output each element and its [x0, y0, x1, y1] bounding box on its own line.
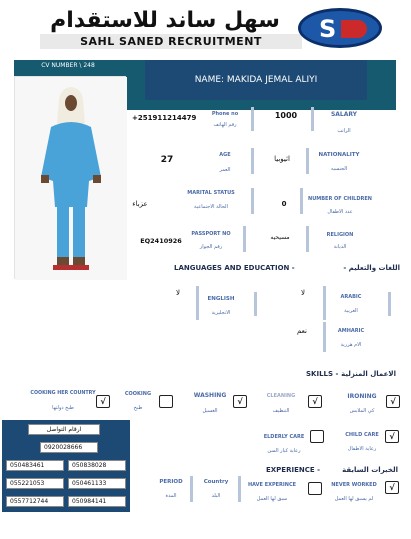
- ironing-label: IRONING: [347, 393, 377, 400]
- salary-label-ar: الراتب: [337, 128, 351, 134]
- header: [0, 0, 411, 58]
- ironing-label-ar: كي الملابس: [349, 408, 375, 414]
- age-value: 27: [160, 155, 174, 165]
- arabic-label-ar: العربية: [344, 308, 358, 314]
- contact-phone[interactable]: 055221053: [6, 478, 64, 489]
- english-value: لا: [176, 289, 180, 297]
- arabic-label: ARABIC: [340, 294, 362, 300]
- contact-title: ارقام التواصل: [28, 424, 100, 435]
- experience-title-ar: الخبرات السابقة: [342, 466, 398, 474]
- divider: [323, 286, 326, 320]
- child-care-label: CHILD CARE: [345, 432, 379, 438]
- phone-value: +251911214479: [132, 114, 197, 122]
- nationality-label-ar: الجنسيه: [330, 166, 348, 172]
- divider: [196, 286, 199, 320]
- languages-title: LANGUAGES AND EDUCATION -: [174, 264, 295, 272]
- contact-phone[interactable]: 0557712744: [6, 496, 64, 507]
- cooking-label: COOKING: [124, 391, 152, 397]
- divider: [190, 476, 193, 502]
- divider: [306, 226, 309, 252]
- candidate-name: NAME: MAKIDA JEMAL ALIYI: [145, 60, 367, 100]
- languages-title-ar: اللغات والتعليم -: [343, 264, 400, 272]
- washing-label: WASHING: [193, 392, 227, 399]
- country-label: Country: [203, 479, 229, 485]
- phone-label-ar: رقم الهاتف: [213, 122, 237, 128]
- cleaning-checkbox[interactable]: √: [308, 395, 322, 408]
- logo-latin-text: SAHL SANED RECRUITMENT: [40, 34, 302, 49]
- amharic-label-ar: الام هررية: [340, 342, 362, 348]
- contact-phone[interactable]: 0920028666: [40, 442, 98, 453]
- salary-value: 1000: [274, 111, 298, 120]
- divider: [238, 476, 241, 502]
- children-label-ar: عدد الاطفال: [327, 209, 353, 215]
- period-label-ar: المدة: [165, 493, 177, 499]
- arabic-value: لا: [301, 289, 305, 297]
- contact-phone[interactable]: 050461133: [68, 478, 126, 489]
- experience-title: EXPERIENCE -: [266, 466, 320, 474]
- elderly-care-label-ar: رعاية كبار السن: [267, 448, 301, 454]
- marital-value: عزباء: [132, 200, 148, 208]
- divider: [323, 322, 326, 352]
- have-experience-label: HAVE EXPERINCE: [247, 482, 297, 488]
- nationality-value: اثيوبيا: [274, 155, 290, 163]
- country-label-ar: البلد: [211, 493, 221, 499]
- cv-number: CV NUMBER \ 248: [41, 62, 95, 69]
- child-care-checkbox[interactable]: √: [385, 430, 399, 443]
- divider: [243, 226, 246, 252]
- have-experience-label-ar: سبق لها العمل: [256, 496, 288, 502]
- cooking-checkbox[interactable]: [159, 395, 173, 408]
- amharic-value: نعم: [297, 327, 307, 335]
- cleaning-label-ar: التنظيف: [272, 408, 290, 414]
- religion-label: RELIGION: [326, 232, 354, 238]
- contact-phone[interactable]: 050984141: [68, 496, 126, 507]
- children-value: 0: [281, 200, 287, 208]
- never-worked-label: NEVER WORKED: [331, 482, 377, 488]
- never-worked-label-ar: لم يسبق لها العمل: [334, 496, 374, 502]
- passport-label: PASSPORT NO: [191, 231, 231, 237]
- amharic-label: AMHARIC: [337, 328, 365, 334]
- never-worked-checkbox[interactable]: √: [385, 481, 399, 494]
- marital-label-ar: الحالة الاجتماعية: [194, 204, 228, 210]
- divider: [251, 107, 254, 131]
- phone-label: Phone no: [211, 111, 239, 117]
- age-label: AGE: [219, 152, 231, 158]
- ironing-checkbox[interactable]: √: [386, 395, 400, 408]
- company-logo-icon: S: [298, 8, 382, 48]
- passport-value: EQ2410926: [140, 237, 182, 245]
- washing-checkbox[interactable]: √: [233, 395, 247, 408]
- logo-arabic-text: سهل ساند للاستقدام: [50, 8, 280, 33]
- divider: [306, 148, 309, 174]
- elderly-care-label: ELDERLY CARE: [263, 434, 305, 440]
- divider: [251, 148, 254, 174]
- cooking-country-checkbox[interactable]: √: [96, 395, 110, 408]
- nationality-label: NATIONALITY: [318, 152, 360, 158]
- elderly-care-checkbox[interactable]: [310, 430, 324, 443]
- english-label: ENGLISH: [207, 296, 235, 302]
- cooking-country-label: COOKING HER COUNTRY: [30, 391, 96, 396]
- have-experience-checkbox[interactable]: [308, 482, 322, 495]
- divider: [251, 188, 254, 214]
- cleaning-label: CLEANING: [266, 393, 296, 399]
- cooking-label-ar: طبخ: [133, 405, 143, 411]
- divider: [311, 107, 314, 131]
- age-label-ar: العمر: [219, 167, 231, 173]
- candidate-photo: [14, 76, 126, 279]
- cooking-country-label-ar: طبخ دولتها: [52, 405, 74, 411]
- period-label: PERIOD: [159, 479, 183, 485]
- divider: [254, 292, 257, 316]
- english-label-ar: الانجليزية: [211, 310, 231, 316]
- religion-value: مسيحيه: [270, 234, 290, 241]
- child-care-label-ar: رعاية الاطفال: [347, 446, 377, 452]
- contact-panel: [2, 420, 130, 512]
- contact-phone[interactable]: 050483461: [6, 460, 64, 471]
- children-label: NUMBER OF CHILDREN: [308, 196, 372, 202]
- passport-label-ar: رقم الجواز: [199, 244, 223, 250]
- contact-phone[interactable]: 050838028: [68, 460, 126, 471]
- divider: [300, 188, 303, 214]
- washing-label-ar: الغسيل: [202, 408, 218, 414]
- skills-title: SKILLS -: [306, 370, 339, 378]
- marital-label: MARITAL STATUS: [187, 190, 235, 196]
- skills-title-ar: الاعمال المنزلية: [341, 370, 396, 378]
- divider: [388, 292, 391, 316]
- religion-label-ar: الديانة: [333, 244, 347, 250]
- salary-label: SALARY: [330, 111, 358, 118]
